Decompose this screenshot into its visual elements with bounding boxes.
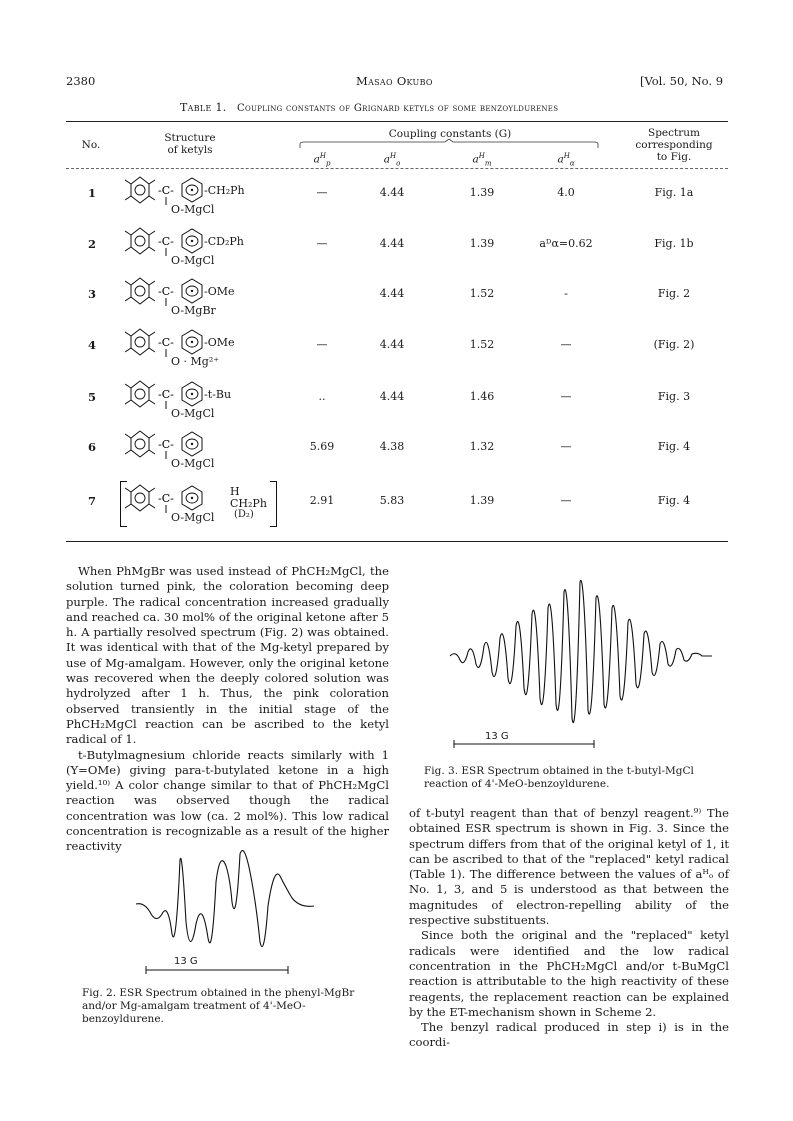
a-alpha-value: aᴰα=0.62 — [539, 237, 593, 250]
a-m-value: 1.39 — [469, 186, 495, 199]
row-number: 2 — [87, 237, 96, 251]
a-p-value: — — [316, 338, 328, 351]
a-m-value: 1.52 — [469, 287, 495, 300]
right-paragraph-1: of t-butyl reagent than that of benzyl reagent.⁹⁾ The obtained ESR spectrum is shown in Fig. 3. Since the spectrum differs from that of the original ketyl of 1, it can be ascribed to that of the "replaced" ketyl radical (Table 1). The difference between the values of aᴴₒ of No. 1, 3, and 5 is understood as that between the magnitudes of electron-repelling ability of the respective substituents. — [409, 806, 729, 928]
a-alpha-value: — — [560, 494, 572, 507]
fig3-esr-spectrum — [440, 568, 740, 758]
table-caption-prefix: Table 1. — [180, 101, 227, 114]
left-paragraph-2: t-Butylmagnesium chloride reacts similarly with 1 (Y=OMe) giving para-t-butylated ketone in a high yield.¹⁰⁾ A color change similar to that of PhCH₂MgCl reaction was observed though the radical concentration was low (ca. 2 mol%). This low radical concentration is recognizable as a result of the higher reactivity — [66, 747, 389, 854]
a-o-value: 4.38 — [379, 440, 405, 453]
a-alpha-value: 4.0 — [557, 186, 575, 199]
row7-ch2ph: CH₂Ph — [230, 497, 267, 510]
row-number: 6 — [87, 440, 96, 454]
a-p-value: — — [316, 237, 328, 250]
table-caption — [180, 101, 558, 114]
a-p-value: 5.69 — [309, 440, 335, 453]
a-m-value: 1.46 — [469, 390, 495, 403]
running-author: Masao Okubo — [356, 74, 433, 88]
fig3-caption: Fig. 3. ESR Spectrum obtained in the t-butyl-MgCl reaction of 4'-MeO-benzoyldurene. — [424, 765, 694, 790]
header-structure-line1: Structure — [164, 132, 216, 144]
a-o-value: 4.44 — [379, 287, 405, 300]
header-a-o: $a^H_o$ — [383, 152, 401, 168]
spectrum-figure: Fig. 2 — [657, 287, 691, 300]
a-alpha-value: - — [564, 287, 568, 300]
header-structure — [150, 132, 230, 156]
ketyl-salt: O-MgCl — [171, 457, 215, 470]
right-paragraph-3: The benzyl radical produced in step i) is in the coordi- — [409, 1020, 729, 1050]
fig2-scale-label: 13 G — [174, 956, 198, 967]
row7-d2: (D₂) — [234, 509, 254, 520]
a-p-value: 2.91 — [309, 494, 335, 507]
ketyl-salt: O-MgCl — [171, 511, 215, 524]
volume-info: [Vol. 50, No. 9 — [640, 74, 724, 88]
coupling-brace — [298, 139, 600, 149]
a-alpha-value: — — [560, 390, 572, 403]
svg-text:-C-: -C- — [158, 336, 174, 349]
a-p-value: .. — [318, 390, 326, 403]
ketyl-salt: O · Mg²⁺ — [171, 355, 220, 368]
row-number: 7 — [87, 494, 96, 508]
fig2-esr-spectrum — [130, 842, 330, 982]
row-number: 3 — [87, 287, 96, 301]
a-o-value: 4.44 — [379, 338, 405, 351]
ketyl-salt: O-MgCl — [171, 203, 215, 216]
header-underline — [66, 168, 728, 169]
left-column-text — [66, 564, 389, 855]
table-bottom-rule — [66, 541, 728, 542]
table-caption-title: Coupling constants of Grignard ketyls of some benzoyldurenes — [237, 103, 559, 114]
svg-text:-C-: -C- — [158, 438, 174, 451]
svg-text:-C-: -C- — [158, 184, 174, 197]
spectrum-figure: Fig. 1b — [654, 237, 694, 250]
row-number: 1 — [87, 186, 96, 200]
ketyl-salt: O-MgBr — [171, 304, 216, 317]
ketyl-substituent: -t-Bu — [204, 388, 232, 401]
bracket-left — [120, 481, 127, 527]
fig2-trace — [136, 851, 314, 947]
fig3-scale-label: 13 G — [485, 731, 509, 742]
a-o-value: 4.44 — [379, 237, 405, 250]
a-alpha-value: — — [560, 440, 572, 453]
a-m-value: 1.32 — [469, 440, 495, 453]
ketyl-substituent: -OMe — [204, 285, 235, 298]
a-p-value: — — [316, 186, 328, 199]
header-structure-line2: of ketyls — [167, 144, 213, 156]
header-spectrum: Spectrum corresponding to Fig. — [635, 127, 713, 163]
page-number: 2380 — [66, 74, 96, 88]
fig2-caption: Fig. 2. ESR Spectrum obtained in the phenyl-MgBr and/or Mg-amalgam treatment of 4'-MeO-benzoyldurene. — [82, 987, 355, 1025]
bracket-right — [270, 481, 277, 527]
ketyl-substituent: -OMe — [204, 336, 235, 349]
right-paragraph-2: Since both the original and the "replaced" ketyl radicals were identified and the low radical concentration in the PhCH₂MgCl and/or t-BuMgCl reaction is attributable to the high reactivity of these reagents, the replacement reaction can be explained by the ET-mechanism shown in Scheme 2. — [409, 928, 729, 1019]
header-a-m: $a^H_m$ — [472, 152, 492, 168]
a-o-value: 4.44 — [379, 390, 405, 403]
a-m-value: 1.39 — [469, 494, 495, 507]
header-coupling: Coupling constants (G) — [388, 128, 512, 140]
spectrum-figure: (Fig. 2) — [653, 338, 695, 351]
spectrum-figure: Fig. 1a — [654, 186, 694, 199]
spectrum-figure: Fig. 3 — [657, 390, 691, 403]
spectrum-figure: Fig. 4 — [657, 440, 691, 453]
svg-text:-C-: -C- — [158, 285, 174, 298]
ketyl-substituent: -CD₂Ph — [204, 235, 244, 248]
svg-text:-C-: -C- — [158, 235, 174, 248]
table-top-rule — [66, 121, 728, 122]
svg-text:-C-: -C- — [158, 492, 174, 505]
a-m-value: 1.52 — [469, 338, 495, 351]
left-paragraph-1: When PhMgBr was used instead of PhCH₂MgCl, the solution turned pink, the coloration becoming deep purple. The radical concentration increased gradually and reached ca. 30 mol% of the original ketone after 5 h. A partially resolved spectrum (Fig. 2) was obtained. It was identical with that of the Mg-ketyl prepared by use of Mg-amalgam. However, only the original ketone was recovered when the deeply colored solution was hydrolyzed after 1 h. Thus, the pink coloration observed transiently in the initial stage of the PhCH₂MgCl reaction can be ascribed to the ketyl radical of 1. — [66, 564, 389, 747]
a-m-value: 1.39 — [469, 237, 495, 250]
a-alpha-value: — — [560, 338, 572, 351]
a-o-value: 4.44 — [379, 186, 405, 199]
header-a-p: $a^H_p$ — [313, 152, 331, 168]
row-number: 5 — [87, 390, 96, 404]
row-number: 4 — [87, 338, 96, 352]
header-a-alpha: $a^H_\alpha$ — [557, 152, 575, 168]
row7-h: H — [230, 485, 240, 498]
ketyl-substituent: -CH₂Ph — [204, 184, 245, 197]
a-o-value: 5.83 — [379, 494, 405, 507]
svg-text:-C-: -C- — [158, 388, 174, 401]
header-no: No. — [81, 139, 101, 151]
spectrum-figure: Fig. 4 — [657, 494, 691, 507]
ketyl-salt: O-MgCl — [171, 407, 215, 420]
right-column-text — [409, 806, 729, 1051]
ketyl-salt: O-MgCl — [171, 254, 215, 267]
fig3-trace — [450, 580, 712, 722]
